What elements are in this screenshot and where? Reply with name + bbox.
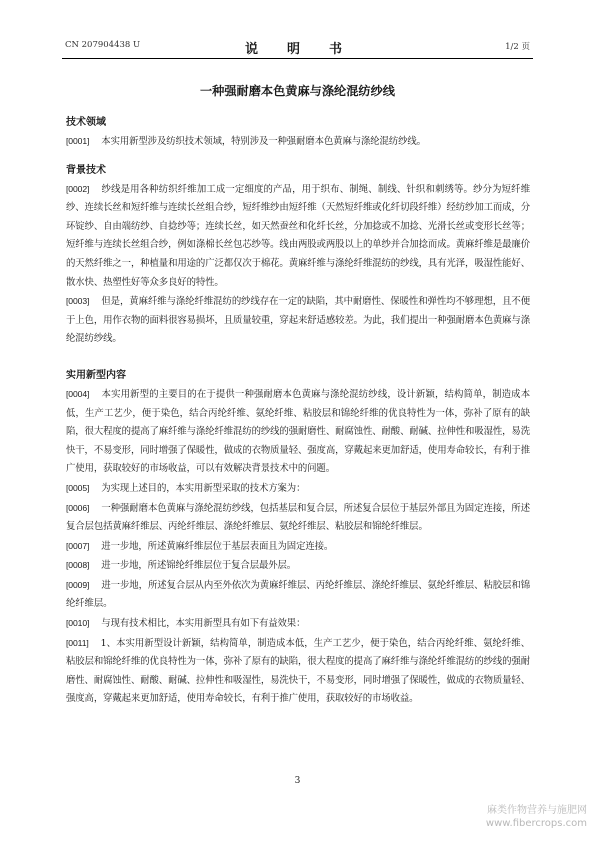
doc-title: 一种强耐磨本色黄麻与涤纶混纺纱线 [200,84,395,98]
paragraph-number: [0003] [66,296,90,307]
paragraph [66,576,530,614]
watermark [486,804,587,830]
document-body [66,110,530,709]
section-heading-content: 实用新型内容 [66,369,126,381]
paragraph-number: [0009] [66,579,90,590]
section-heading-tech-field: 技术领域 [66,117,106,128]
paragraph [66,385,530,479]
paragraph [66,479,530,499]
paragraph-text: 本实用新型涉及纺织技术领域，特别涉及一种强耐磨本色黄麻与涤纶混纺纱线。 [101,136,426,147]
paragraph [66,556,530,576]
paragraph-number: [0007] [66,540,90,551]
paragraph [66,537,530,557]
paragraph-number: [0010] [66,618,90,629]
page-of: 1/2 页 [505,42,530,52]
paragraph-text: 纱线是用各种纺织纤维加工成一定细度的产品，用于织布、制绳、制线、针织和刺绣等。纱分为短纤维纱、连续长丝和短纤维与连续长丝组合纱，短纤维纱由短纤维（天然短纤维或化纤切段纤维）经纺纱加工而成，分环锭纱、自由端纺纱、自捻纱等；连续长丝，如天然蚕丝和化纤长丝，分加捻或不加捻、光滑长丝或变形长丝等；短纤维与连续长丝组合纱，例如涤棉长丝包芯纱等。线由两股或两股以上的单纱并合加捻而成。黄麻纤维是最廉价的天然纤维之一，种植量和用途的广泛都仅次于棉花。黄麻纤维与涤纶纤维混纺的纱线，具有光泽，吸湿性能好、散水快、热塑性好等众多良好的特性。 [66,183,530,288]
paragraph-number: [0002] [66,183,90,194]
page-header [65,38,530,56]
paragraph-number: [0004] [66,388,90,399]
paragraph-text: 但是，黄麻纤维与涤纶纤维混纺的纱线存在一定的缺陷，其中耐磨性、保暖性和弹性均不够理想，且不便于上色，用作衣物的面料很容易损坏，且质量较重，穿起来舒适感较差。为此，我们提出一种强耐磨本色黄麻与涤纶混纺纱线。 [66,296,530,345]
paragraph-number: [0008] [66,560,90,571]
paragraph-number: [0005] [66,482,90,493]
paragraph-text: 进一步地，所述黄麻纤维层位于基层表面且为固定连接。 [101,540,334,552]
paragraph-text: 一种强耐磨本色黄麻与涤纶混纺纱线，包括基层和复合层，所述复合层位于基层外部且为固定连接，所述复合层包括黄麻纤维层、丙纶纤维层、涤纶纤维层、氨纶纤维层、粘胶层和锦纶纤维层。 [66,502,530,533]
doc-type: 说 明 书 [244,42,350,57]
paragraph [66,180,530,293]
paragraph-text: 为实现上述目的，本实用新型采取的技术方案为： [101,482,306,494]
paragraph [66,634,530,709]
paragraph-text: 1、本实用新型设计新颖，结构简单，制造成本低，生产工艺少，便于染色，结合丙纶纤维、氨纶纤维、粘胶层和锦纶纤维的优良特性为一体，弥补了原有的缺陷，很大程度的提高了麻纤维与涤纶纤维混纺的纱线的强耐磨性、耐腐蚀性、耐酸、耐碱、拉伸性和吸湿性，易洗快干，不易变形，同时增强了保暖性，做成的衣物质量轻、强度高，穿戴起来更加舒适，使用寿命较长，有利于推广使用，获取较好的市场收益。 [66,637,530,705]
paragraph [66,292,530,349]
page-number: 3 [294,776,301,786]
section-heading-background: 背景技术 [66,164,106,176]
watermark-line2: www.fibercrops.com [485,818,587,829]
doc-number: CN 207904438 U [65,40,141,50]
paragraph [66,614,530,634]
paragraph-text: 本实用新型的主要目的在于提供一种强耐磨本色黄麻与涤纶混纺纱线，设计新颖，结构简单，制造成本低，生产工艺少，便于染色，结合丙纶纤维、氨纶纤维、粘胶层和锦纶纤维的优良特性为一体，弥补了原有的缺陷，很大程度的提高了麻纤维与涤纶纤维混纺的纱线的强耐磨性、耐腐蚀性、耐酸、耐碱、拉伸性和吸湿性，易洗快干，不易变形，同时增强了保暖性，做成的衣物质量轻、强度高，穿戴起来更加舒适，使用寿命较长，有利于推广使用，获取较好的市场收益，可以有效解决背景技术中的问题。 [66,388,530,475]
paragraph [66,132,530,152]
paragraph-number: [0001] [66,136,90,146]
paragraph-number: [0011] [66,637,89,648]
watermark-line1: 麻类作物营养与施肥网 [487,805,587,816]
paragraph-text: 与现有技术相比，本实用新型具有如下有益效果： [101,618,306,630]
paragraph-number: [0006] [66,502,90,513]
paragraph-text: 进一步地，所述锦纶纤维层位于复合层最外层。 [101,560,297,572]
paragraph-text: 进一步地，所述复合层从内至外依次为黄麻纤维层、丙纶纤维层、涤纶纤维层、氨纶纤维层、粘胶层和锦纶纤维层。 [66,579,530,610]
header-rule [62,58,533,59]
paragraph [66,499,530,537]
